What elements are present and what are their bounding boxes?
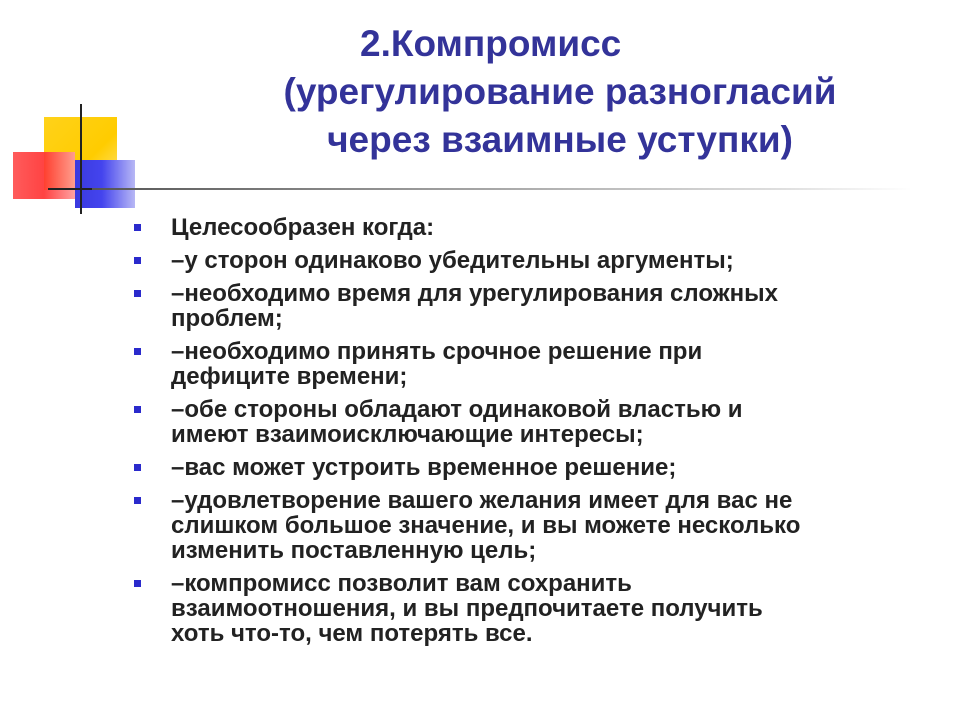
- bullet-text: Целесообразен когда:: [171, 214, 435, 241]
- bullet-marker-icon: [134, 406, 141, 413]
- bullet-text: –необходимо время для урегулирования сложных: [171, 280, 779, 307]
- bullet-item: [133, 339, 933, 389]
- blue-square-decoration: [75, 160, 135, 208]
- title-line-1: 2.Компромисс: [360, 23, 622, 64]
- bullet-text: взаимоотношения, и вы предпочитаете получить: [171, 595, 763, 622]
- vertical-line-decoration: [80, 104, 82, 214]
- bullet-item: [133, 215, 933, 240]
- bullet-list: [133, 215, 933, 654]
- title-line-2: (урегулирование разногласий: [283, 71, 837, 112]
- title-divider: [92, 188, 912, 190]
- bullet-text: имеют взаимоисключающие интересы;: [171, 421, 644, 448]
- slide-logo-decoration: [0, 0, 180, 230]
- bullet-marker-icon: [134, 580, 141, 587]
- red-square-decoration: [13, 152, 75, 199]
- bullet-marker-icon: [134, 348, 141, 355]
- bullet-item: [133, 397, 933, 447]
- bullet-text: слишком большое значение, и вы можете несколько: [171, 512, 801, 539]
- bullet-text: –у сторон одинаково убедительны аргументы;: [171, 247, 734, 274]
- bullet-text: проблем;: [171, 305, 283, 332]
- bullet-marker-icon: [134, 224, 141, 231]
- bullet-item: [133, 571, 933, 646]
- bullet-text: –вас может устроить временное решение;: [171, 454, 677, 481]
- bullet-text: –обе стороны обладают одинаковой властью и: [171, 396, 743, 423]
- bullet-marker-icon: [134, 464, 141, 471]
- bullet-text: дефиците времени;: [171, 363, 408, 390]
- bullet-text: изменить поставленную цель;: [171, 537, 537, 564]
- title-line-3: через взаимные уступки): [327, 119, 793, 160]
- bullet-text: –компромисс позволит вам сохранить: [171, 570, 632, 597]
- bullet-marker-icon: [134, 257, 141, 264]
- bullet-item: [133, 248, 933, 273]
- bullet-text: хоть что-то, чем потерять все.: [171, 620, 533, 647]
- bullet-marker-icon: [134, 290, 141, 297]
- bullet-text: –необходимо принять срочное решение при: [171, 338, 703, 365]
- bullet-marker-icon: [134, 497, 141, 504]
- bullet-text: –удовлетворение вашего желания имеет для вас не: [171, 487, 793, 514]
- slide-title: [180, 20, 940, 164]
- bullet-item: [133, 488, 933, 563]
- bullet-item: [133, 455, 933, 480]
- bullet-item: [133, 281, 933, 331]
